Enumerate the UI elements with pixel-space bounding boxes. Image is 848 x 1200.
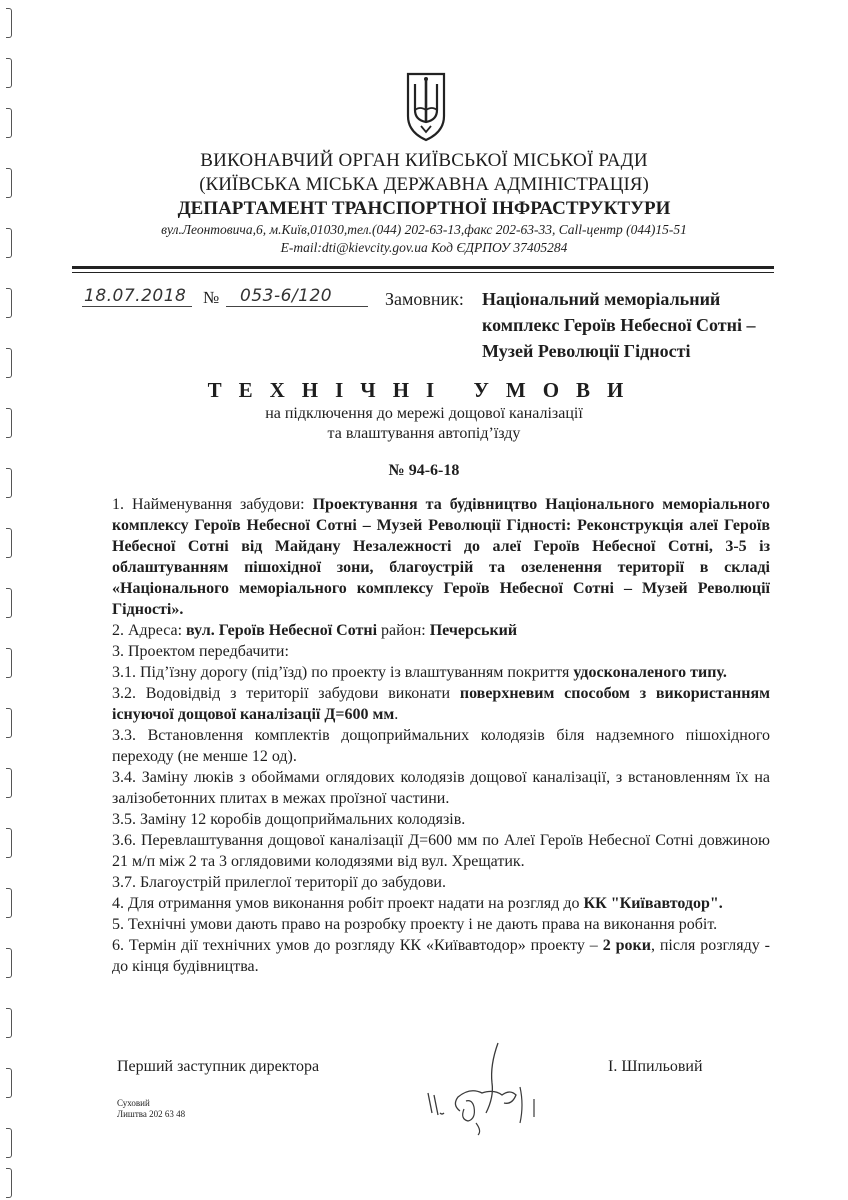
item-1: 1. Найменування забудови: Проектування та будівництво Національного меморіального комплексу Героїв Небесної Сотні – Музей Революції Гідності: Реконструкція алеї Героїв Небесної Сотні від Майдану Незалежності до алеї Героїв Небесної Сотні, 3-5 із облаштуванням пішохідної зони, благоустрій та озеленення території в складі «Національного меморіального комплексу Героїв Небесної Сотні – Музей Революції Гідності». <box>112 496 770 618</box>
item-3-1: 3.1. Під’їзну дорогу (під’їзд) по проекту із влаштуванням покриття удосконаленого типу. <box>112 664 727 681</box>
document-subtitle: на підключення до мережі дощової каналізації <box>265 405 583 422</box>
signer-position: Перший заступник директора <box>117 1058 320 1075</box>
item-3: 3. Проектом передбачити: <box>112 643 289 660</box>
item-2: 2. Адреса: вул. Героїв Небесної Сотні район: Печерський <box>112 622 518 639</box>
customer-name-line: Національний меморіальний <box>482 289 721 309</box>
binding-hole <box>6 348 12 378</box>
item-6: 6. Термін дії технічних умов до розгляду КК «Київавтодор» проекту – 2 роки, після розгляду - до кінця будівництва. <box>112 937 770 975</box>
item-3-2: 3.2. Водовідвід з території забудови виконати поверхневим способом з використанням існуючої дощової каналізації Д=600 мм. <box>112 685 771 723</box>
binding-hole <box>6 1128 12 1158</box>
registration-number-label: № <box>203 288 220 307</box>
customer-name-line: комплекс Героїв Небесної Сотні – <box>482 315 756 335</box>
document-title: ТЕХНІЧНІ УМОВИ <box>207 378 641 402</box>
item-3-3: 3.3. Встановлення комплектів дощоприймальних колодязів біля надземного пішохідного переходу (не менше 12 од). <box>112 727 770 765</box>
executor-info <box>117 1098 185 1120</box>
binding-hole <box>6 288 12 318</box>
item-3-7: 3.7. Благоустрій прилеглої території до забудови. <box>112 874 446 891</box>
registration-number: 053-6/120 <box>240 286 333 306</box>
binding-hole <box>6 1168 12 1198</box>
department-name: ДЕПАРТАМЕНТ ТРАНСПОРТНОЇ ІНФРАСТРУКТУРИ <box>177 198 671 219</box>
header-divider-thick <box>72 266 774 269</box>
registration-date: 18.07.2018 <box>84 286 187 306</box>
item-5: 5. Технічні умови дають право на розробку проекту і не дають права на виконання робіт. <box>112 916 718 933</box>
binding-hole <box>6 888 12 918</box>
signer-name: І. Шпильовий <box>608 1058 703 1075</box>
document-number: № 94-6-18 <box>388 462 460 479</box>
header-line-2: (КИЇВСЬКА МІСЬКА ДЕРЖАВНА АДМІНІСТРАЦІЯ) <box>199 174 649 195</box>
customer-name <box>482 286 782 364</box>
binding-hole <box>6 828 12 858</box>
number-underline <box>226 306 368 307</box>
email-line: E-mail:dti@kievcity.gov.ua Код ЄДРПОУ 37405284 <box>280 240 568 255</box>
binding-hole <box>6 1008 12 1038</box>
item-3-5: 3.5. Заміну 12 коробів дощоприймальних колодязів. <box>112 811 466 828</box>
trident-coat-of-arms-icon <box>404 70 448 142</box>
binding-hole <box>6 58 12 88</box>
executor-name: Суховий <box>117 1098 150 1108</box>
document-subtitle: та влаштування автопід’їзду <box>327 425 521 442</box>
handwritten-signature-icon <box>420 1035 560 1140</box>
executor-phone: Лиштва 202 63 48 <box>117 1109 186 1119</box>
binding-hole <box>6 768 12 798</box>
binding-hole <box>6 708 12 738</box>
address-line: вул.Леонтовича,6, м.Київ,01030,тел.(044) 202-63-13,факс 202-63-33, Call-центр (044)15-51 <box>161 222 687 237</box>
header-line-1: ВИКОНАВЧИЙ ОРГАН КИЇВСЬКОЇ МІСЬКОЇ РАДИ <box>200 150 648 171</box>
item-3-4: 3.4. Заміну люків з обоймами оглядових колодязів дощової каналізації, з встановленням їх на залізобетонних плитах в межах проїзної частини. <box>112 769 770 807</box>
date-underline <box>82 306 192 307</box>
item-4: 4. Для отримання умов виконання робіт проект надати на розгляд до КК "Київавтодор". <box>112 895 723 912</box>
header-divider-thin <box>72 272 774 273</box>
customer-label: Замовник: <box>385 289 464 309</box>
binding-hole <box>6 1068 12 1098</box>
binding-hole <box>6 588 12 618</box>
binding-hole <box>6 648 12 678</box>
document-body <box>112 494 770 977</box>
item-3-6: 3.6. Перевлаштування дощової каналізації Д=600 мм по Алеї Героїв Небесної Сотні довжиною 21 м/п між 2 та 3 оглядовими колодязями від вул. Хрещатик. <box>112 832 770 870</box>
binding-hole <box>6 528 12 558</box>
binding-hole <box>6 108 12 138</box>
customer-name-line: Музей Революції Гідності <box>482 341 691 361</box>
binding-hole <box>6 948 12 978</box>
binding-hole <box>6 8 12 38</box>
